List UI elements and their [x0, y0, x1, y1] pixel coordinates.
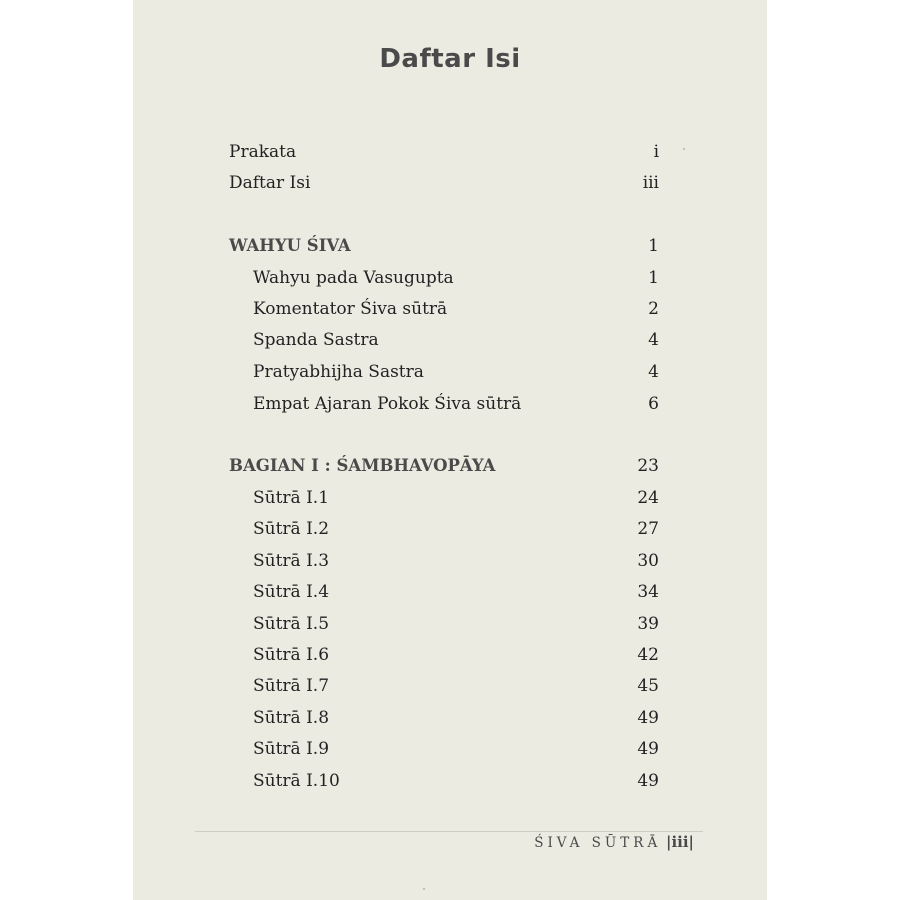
footer-divider — [195, 831, 703, 832]
toc-entry-label: Empat Ajaran Pokok Śiva sūtrā — [253, 394, 522, 414]
toc-page-number: 4 — [648, 330, 659, 350]
toc-entry-label: Sūtrā I.5 — [253, 614, 330, 634]
page-folio: |iii| — [665, 833, 694, 851]
toc-entry-label: Sūtrā I.4 — [253, 582, 330, 602]
toc-page-number: 2 — [648, 299, 659, 319]
toc-entry[interactable] — [229, 297, 659, 321]
toc-page-number: 6 — [648, 394, 659, 414]
toc-entry[interactable] — [229, 643, 659, 667]
toc-entry-prakata[interactable] — [229, 140, 659, 164]
toc-page-number: i — [653, 142, 659, 162]
toc-entry[interactable] — [229, 580, 659, 604]
toc-entry[interactable] — [229, 486, 659, 510]
toc-entry-label: Prakata — [229, 142, 297, 162]
toc-entry-label: Sūtrā I.8 — [253, 708, 330, 728]
toc-entry[interactable] — [229, 706, 659, 730]
toc-entry[interactable] — [229, 674, 659, 698]
toc-entry-label: Sūtrā I.10 — [253, 771, 340, 791]
paper-speck — [683, 148, 685, 150]
toc-entry-label: Pratyabhijha Sastra — [253, 362, 424, 382]
toc-page-number: 49 — [637, 708, 659, 728]
toc-entry-label: Sūtrā I.2 — [253, 519, 330, 539]
toc-section-label: BAGIAN I : ŚAMBHAVOPĀYA — [229, 456, 496, 475]
toc-entry-daftar-isi[interactable] — [229, 171, 659, 195]
toc-entry-label: Daftar Isi — [229, 173, 311, 193]
toc-entry-label: Sūtrā I.6 — [253, 645, 330, 665]
toc-entry[interactable] — [229, 549, 659, 573]
toc-entry[interactable] — [229, 769, 659, 793]
page-title: Daftar Isi — [379, 44, 521, 74]
toc-page-number: 24 — [637, 488, 659, 508]
toc-page-number: 23 — [637, 456, 659, 476]
toc-entry-label: Sūtrā I.3 — [253, 551, 330, 571]
toc-entry-label: Sūtrā I.9 — [253, 739, 330, 759]
toc-page-number: 1 — [648, 268, 659, 288]
toc-entry[interactable] — [229, 517, 659, 541]
toc-entry-label: Sūtrā I.7 — [253, 676, 330, 696]
running-head: ŚIVA SŪTRĀ — [534, 835, 662, 851]
toc-entry[interactable] — [229, 392, 659, 416]
toc-entry[interactable] — [229, 328, 659, 352]
toc-section-label: WAHYU ŚIVA — [229, 236, 351, 255]
toc-page-number: 39 — [637, 614, 659, 634]
page-footer — [534, 833, 694, 851]
book-page — [133, 0, 767, 900]
toc-entry[interactable] — [229, 737, 659, 761]
toc-page-number: 49 — [637, 739, 659, 759]
toc-entry[interactable] — [229, 266, 659, 290]
toc-page-number: 30 — [637, 551, 659, 571]
toc-page-number: 27 — [637, 519, 659, 539]
toc-entry-label: Wahyu pada Vasugupta — [253, 268, 454, 288]
toc-entry-label: Spanda Sastra — [253, 330, 379, 350]
toc-page-number: 34 — [637, 582, 659, 602]
toc-entry[interactable] — [229, 360, 659, 384]
toc-page-number: 4 — [648, 362, 659, 382]
paper-speck — [423, 888, 425, 890]
toc-entry-label: Sūtrā I.1 — [253, 488, 330, 508]
toc-entry[interactable] — [229, 612, 659, 636]
toc-page-number: 42 — [637, 645, 659, 665]
toc-page-number: 45 — [637, 676, 659, 696]
toc-page-number: iii — [642, 173, 659, 193]
toc-section-wahyu-siva[interactable] — [229, 234, 659, 258]
toc-page-number: 1 — [648, 236, 659, 256]
toc-section-bagian-1[interactable] — [229, 454, 659, 478]
toc-page-number: 49 — [637, 771, 659, 791]
toc-entry-label: Komentator Śiva sūtrā — [253, 299, 448, 319]
